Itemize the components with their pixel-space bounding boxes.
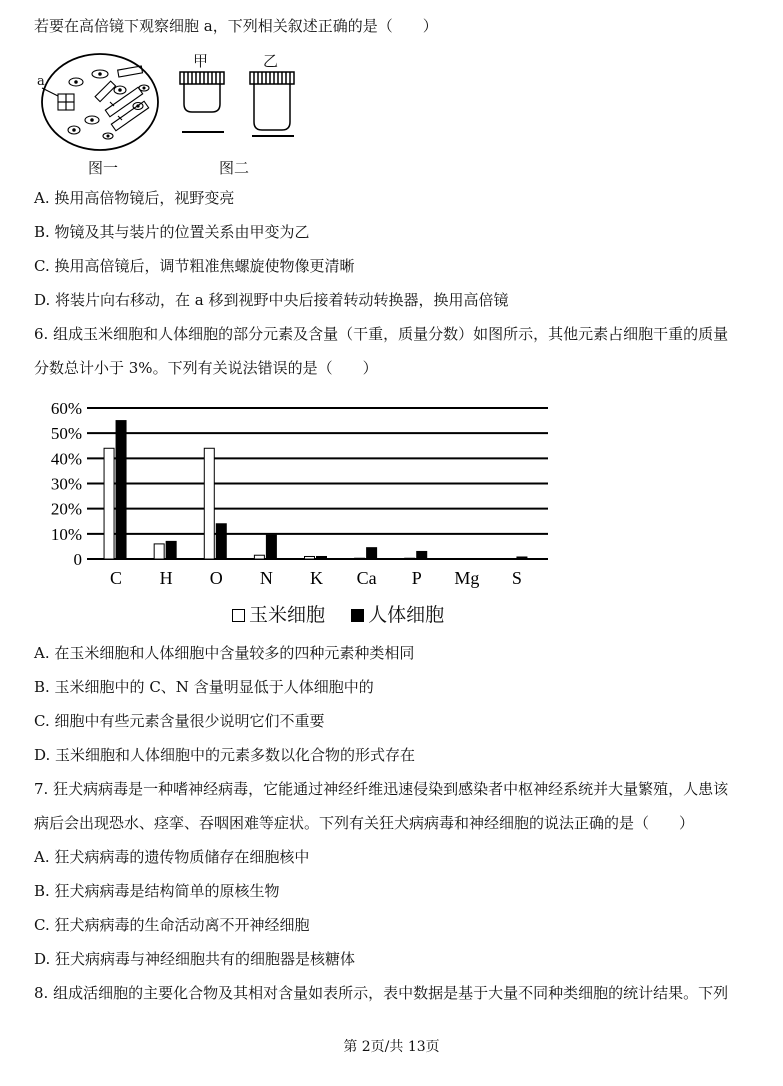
figure-1-microscope-field xyxy=(34,50,164,154)
bar-O-human xyxy=(216,524,226,559)
x-tick-label: P xyxy=(411,568,422,588)
bar-O-corn xyxy=(204,448,214,559)
bar-N-human xyxy=(266,535,276,559)
q7-option-d: D. 狂犬病病毒与神经细胞共有的细胞器是核糖体 xyxy=(34,950,356,968)
q8-stem-line-1: 8. 组成活细胞的主要化合物及其相对含量如表所示，表中数据是基于大量不同种类细胞的统计结果。下列 xyxy=(34,984,729,1002)
q6-option-b: B. 玉米细胞中的 C、N 含量明显低于人体细胞中的 xyxy=(34,678,374,696)
bar-P-corn xyxy=(405,558,415,559)
y-tick-label: 20% xyxy=(50,499,82,519)
q5-option-b: B. 物镜及其与装片的位置关系由甲变为乙 xyxy=(34,223,310,241)
q6-option-d: D. 玉米细胞和人体细胞中的元素多数以化合物的形式存在 xyxy=(34,746,416,764)
y-tick-label: 50% xyxy=(50,424,82,444)
bar-N-corn xyxy=(254,555,264,559)
figure-2-caption: 图二 xyxy=(219,159,250,177)
x-tick-label: K xyxy=(310,568,323,588)
y-tick-label: 10% xyxy=(50,524,82,544)
q7-stem-line-2: 病后会出现恐水、痉挛、吞咽困难等症状。下列有关狂犬病病毒和神经细胞的说法正确的是（ ） xyxy=(34,814,695,832)
q7-stem-line-1: 7. 狂犬病病毒是一种嗜神经病毒，它能通过神经纤维迅速侵染到感染者中枢神经系统并大量繁殖，人患该 xyxy=(34,780,729,798)
q5-stem: 若要在高倍镜下观察细胞 a，下列相关叙述正确的是（ ） xyxy=(34,17,438,35)
q7-option-a: A. 狂犬病病毒的遗传物质储存在细胞核中 xyxy=(34,848,310,866)
legend-label-corn: 玉米细胞 xyxy=(249,604,326,626)
element-content-bar-chart xyxy=(30,392,560,592)
bar-K-corn xyxy=(305,556,315,559)
q7-option-b: B. 狂犬病病毒是结构简单的原核生物 xyxy=(34,882,280,900)
y-tick-label: 60% xyxy=(50,399,82,418)
bar-Ca-corn xyxy=(355,558,365,559)
x-tick-label: O xyxy=(209,568,223,588)
bar-Mg-corn xyxy=(455,558,465,559)
y-tick-label: 40% xyxy=(50,449,82,469)
y-tick-label: 30% xyxy=(50,474,82,494)
chart-legend xyxy=(232,600,444,627)
bar-Mg-human xyxy=(467,558,477,559)
legend-label-human: 人体细胞 xyxy=(368,604,445,626)
q5-option-a: A. 换用高倍物镜后，视野变亮 xyxy=(34,189,235,207)
bar-P-human xyxy=(417,551,427,559)
bar-S-corn xyxy=(505,558,515,559)
bar-C-human xyxy=(116,421,126,559)
q7-option-c: C. 狂犬病病毒的生命活动离不开神经细胞 xyxy=(34,916,310,934)
x-tick-label: Ca xyxy=(356,568,377,588)
x-tick-label: S xyxy=(511,568,522,588)
cell-a-label: a xyxy=(37,74,45,89)
bar-K-human xyxy=(317,556,327,559)
q6-option-a: A. 在玉米细胞和人体细胞中含量较多的四种元素种类相同 xyxy=(34,644,415,662)
q6-stem-line-2: 分数总计小于 3%。下列有关说法错误的是（ ） xyxy=(34,359,378,377)
bar-S-human xyxy=(517,557,527,559)
legend-swatch-corn xyxy=(232,609,245,622)
objective-jia-label: 甲 xyxy=(193,52,209,70)
q6-option-c: C. 细胞中有些元素含量很少说明它们不重要 xyxy=(34,712,325,730)
x-tick-label: H xyxy=(159,568,173,588)
q6-stem-line-1: 6. 组成玉米细胞和人体细胞的部分元素及含量（干重，质量分数）如图所示，其他元素占细胞干重的质量 xyxy=(34,325,729,343)
x-tick-label: N xyxy=(259,568,273,588)
bar-Ca-human xyxy=(367,548,377,559)
y-tick-label: 0 xyxy=(73,550,82,569)
legend-swatch-human xyxy=(351,609,364,622)
objective-yi-label: 乙 xyxy=(263,52,279,70)
bar-C-corn xyxy=(104,448,114,559)
q5-option-c: C. 换用高倍镜后，调节粗准焦螺旋使物像更清晰 xyxy=(34,257,355,275)
x-tick-label: C xyxy=(110,568,123,588)
bar-H-corn xyxy=(154,544,164,559)
figure-1-caption: 图一 xyxy=(88,159,119,177)
bar-H-human xyxy=(166,541,176,559)
figure-2-objectives xyxy=(178,66,308,150)
x-tick-label: Mg xyxy=(454,568,480,588)
q5-option-d: D. 将装片向右移动，在 a 移到视野中央后接着转动转换器，换用高倍镜 xyxy=(34,291,509,309)
page-footer: 第 2页/共 13页 xyxy=(343,1039,440,1055)
